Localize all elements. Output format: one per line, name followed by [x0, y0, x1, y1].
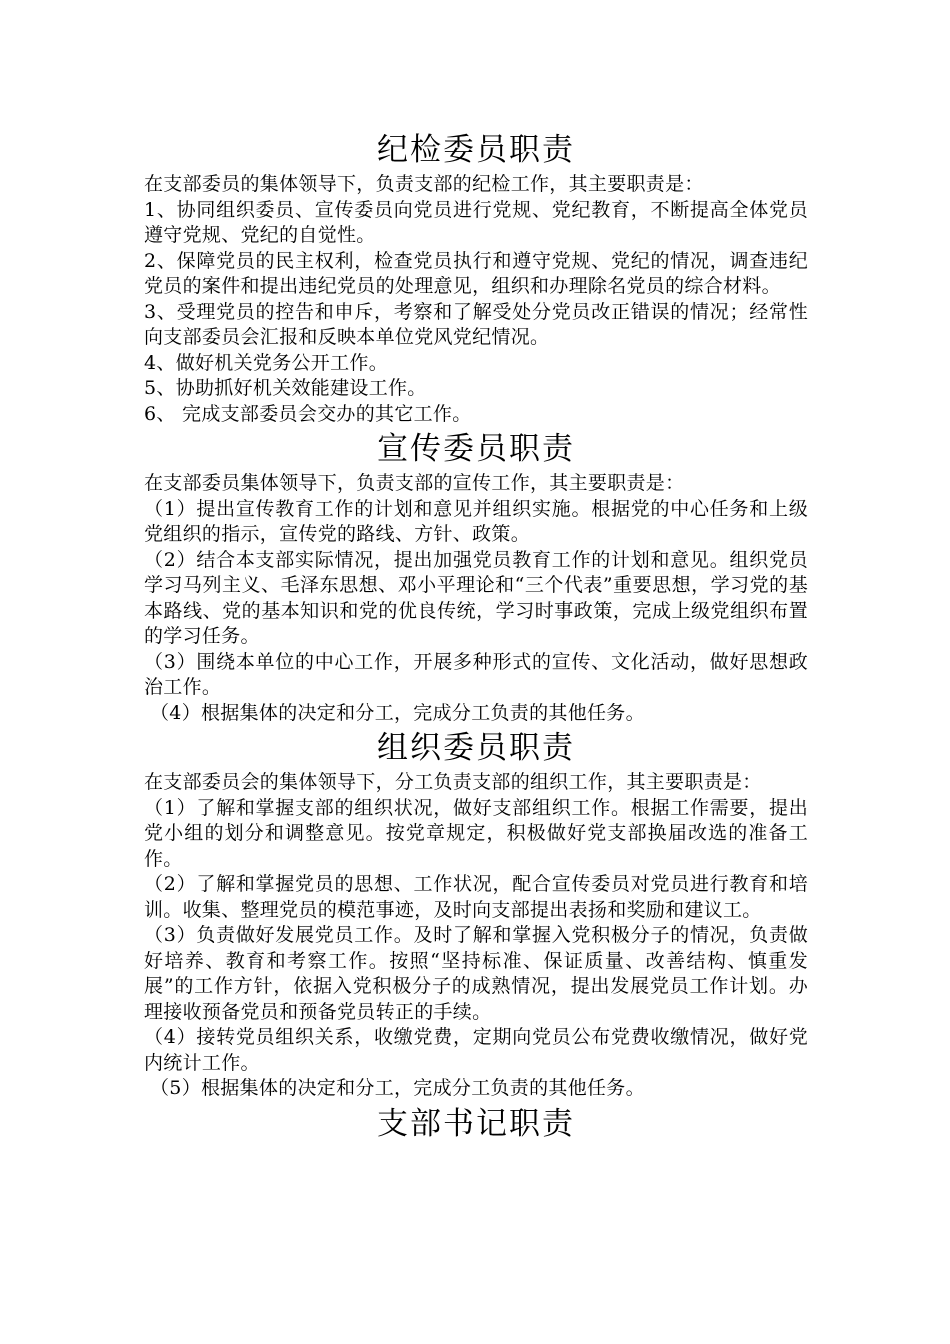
paragraph: 2、保障党员的民主权利，检查党员执行和遵守党规、党纪的情况，调查违纪党员的案件和提出违纪党员的处理意见，组织和办理除名党员的综合材料。 — [144, 249, 808, 297]
section-title: 纪检委员职责 — [377, 132, 575, 168]
paragraph: 在支部委员集体领导下，负责支部的宣传工作，其主要职责是： — [144, 472, 685, 494]
paragraph: 1、协同组织委员、宣传委员向党员进行党规、党纪教育，不断提高全体党员遵守党规、党纪的自觉性。 — [144, 198, 808, 246]
paragraph: （1）提出宣传教育工作的计划和意见并组织实施。根据党的中心任务和上级党组织的指示，宣传党的路线、方针、政策。 — [144, 497, 808, 545]
paragraph: 在支部委员会的集体领导下，分工负责支部的组织工作，其主要职责是： — [144, 771, 762, 793]
section-publicity — [144, 427, 808, 726]
paragraph: （1）了解和掌握支部的组织状况，做好支部组织工作。根据工作需要，提出党小组的划分和调整意见。按党章规定，积极做好党支部换届改选的准备工作。 — [144, 796, 808, 870]
paragraph: （4）接转党员组织关系，收缴党费，定期向党员公布党费收缴情况，做好党内统计工作。 — [144, 1026, 808, 1074]
paragraph: （4）根据集体的决定和分工，完成分工负责的其他任务。 — [150, 701, 645, 724]
paragraph: （5）根据集体的决定和分工，完成分工负责的其他任务。 — [150, 1077, 645, 1099]
section-branch-secretary — [144, 1102, 808, 1146]
paragraph: （3）围绕本单位的中心工作，开展多种形式的宣传、文化活动，做好思想政治工作。 — [144, 650, 808, 698]
section-organization — [144, 726, 808, 1102]
paragraph: 在支部委员的集体领导下，负责支部的纪检工作，其主要职责是： — [144, 173, 704, 195]
paragraph: 4、做好机关党务公开工作。 — [144, 351, 388, 374]
section-discipline-inspection — [144, 128, 808, 427]
section-title: 宣传委员职责 — [377, 431, 575, 467]
paragraph: 3、受理党员的控告和申斥，考察和了解受处分党员改正错误的情况；经常性向支部委员会汇报和反映本单位党风党纪情况。 — [144, 300, 808, 348]
document-page — [144, 128, 808, 1146]
section-title: 支部书记职责 — [377, 1105, 575, 1142]
paragraph: 5、协助抓好机关效能建设工作。 — [144, 377, 427, 399]
section-title: 组织委员职责 — [377, 730, 575, 766]
paragraph: （3）负责做好发展党员工作。及时了解和掌握入党积极分子的情况，负责做好培养、教育和考察工作。按照“坚持标准、保证质量、改善结构、慎重发展”的工作方针，依据入党积极分子的成熟情况，提出发展党员工作计划。办理接收预备党员和预备党员转正的手续。 — [144, 924, 808, 1023]
paragraph: 6、 完成支部委员会交办的其它工作。 — [144, 402, 472, 425]
paragraph: （2）了解和掌握党员的思想、工作状况，配合宣传委员对党员进行教育和培训。收集、整理党员的模范事迹，及时向支部提出表扬和奖励和建议工。 — [144, 873, 808, 921]
paragraph: （2）结合本支部实际情况，提出加强党员教育工作的计划和意见。组织党员学习马列主义、毛泽东思想、邓小平理论和“三个代表”重要思想，学习党的基本路线、党的基本知识和党的优良传统，学习时事政策，完成上级党组织布置的学习任务。 — [144, 548, 808, 647]
